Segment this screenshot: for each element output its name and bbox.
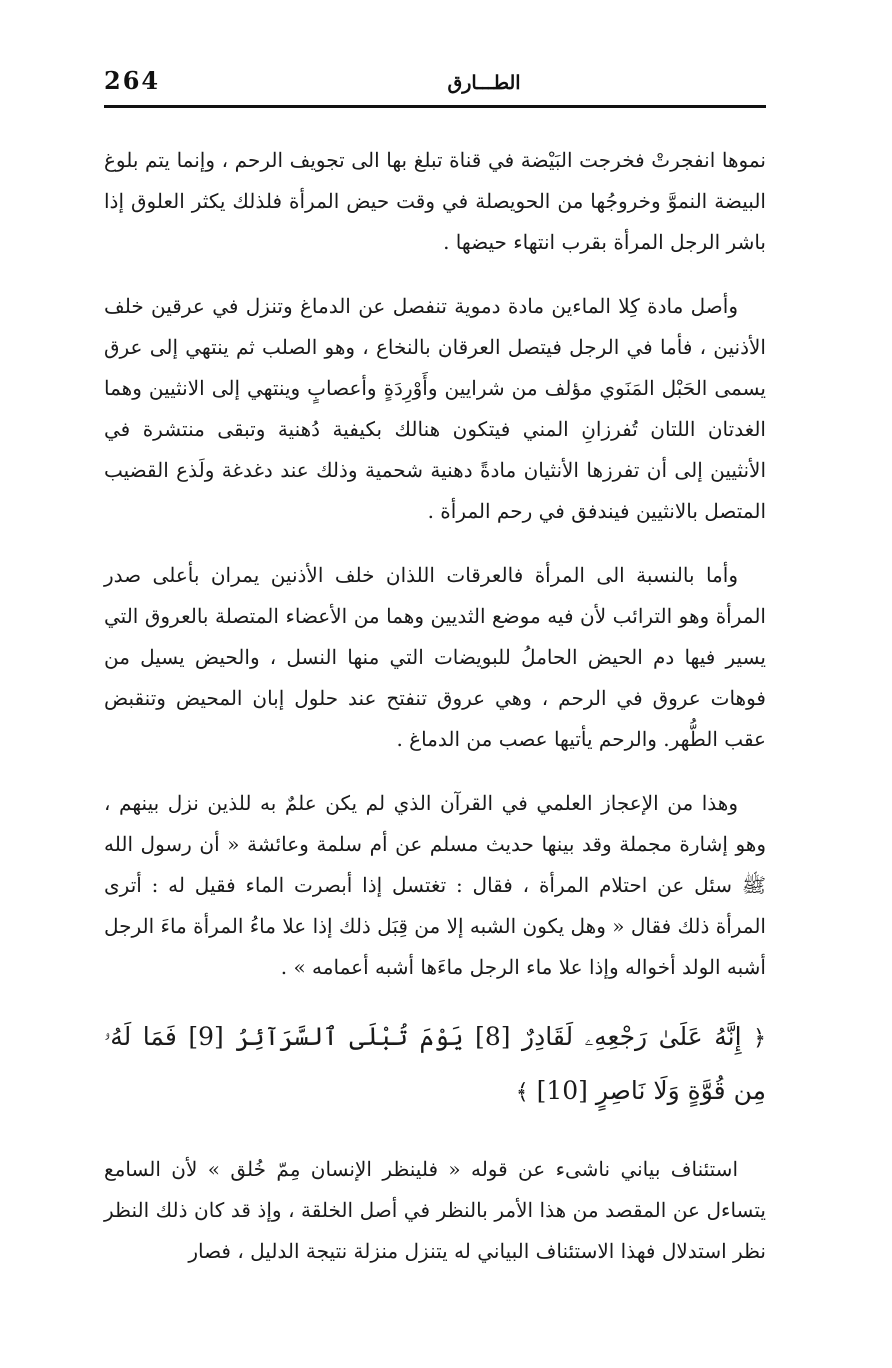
paragraph-2: وأصل مادة كِلا الماءين مادة دموية تنفصل عن الدماغ وتنزل في عرقين خلف الأذنين ، فأما في الرجل فيتصل العرقان بالنخاع ، وهو الصلب ثم ينتهي إلى عرق يسمى الحَبْل المَنَوي مؤلف من شرايين وأَوْرِدَةٍ وأعصابٍ وينتهي إلى الانثيين وهما الغدتان اللتان تُفرزانِ المني فيتكون هنالك بكيفية دُهنية وتبقى منتشرة في الأنثيين إلى أن تفرزها الأنثيان مادةً دهنية شحمية وذلك عند دغدغة ولَذع القضيب المتصل بالانثيين فيندفق في رحم المرأة .: [104, 294, 766, 523]
verse-text: إِنَّهُ عَلَىٰ رَجْعِهِۦ لَقَادِرٌ [8] يَوْمَ تُبْلَى ٱلسَّرَآئِرُ [9] فَمَا لَهُۥ مِن قُوَّةٍ وَلَا نَاصِرٍ [10]: [104, 1022, 766, 1105]
page-header: [104, 62, 766, 102]
paragraph-1: نموها انفجرتْ فخرجت البَيْضة في قناة تبلغ بها الى تجويف الرحم ، وإنما يتم بلوغ البيضة النموَّ وخروجُها من الحويصلة في وقت حيض المرأة فلذلك يكثر العلوق إذا باشر الرجل المرأة بقرب انتهاء حيضها .: [104, 148, 766, 254]
verse-open-bracket: ﴿: [753, 1026, 766, 1051]
header-rule: [104, 105, 766, 108]
paragraph-5: استئناف بياني ناشىء عن قوله « فلينظر الإنسان مِمّ خُلق » لأن السامع يتساءل عن المقصد من هذا الأمر بالنظر في أصل الخلقة ، وإذ قد كان ذلك النظر نظر استدلال فهذا الاستئناف البياني له يتنزل منزلة نتيجة الدليل ، فصار: [104, 1157, 766, 1263]
page-number: 264: [104, 66, 161, 95]
verse-close-bracket: ﴾: [515, 1080, 529, 1105]
body-text: [104, 140, 766, 1295]
paragraph-4: وهذا من الإعجاز العلمي في القرآن الذي لم يكن علمٌ به للذين نزل بينهم ، وهو إشارة مجملة وقد بينها حديث مسلم عن أم سلمة وعائشة « أن رسول الله ﷺ سئل عن احتلام المرأة ، فقال : تغتسل إذا أبصرت الماء فقيل له : أترى المرأة ذلك فقال « وهل يكون الشبه إلا من قِبَل ذلك إذا علا ماءُ المرأة ماءَ الرجل أشبه الولد أخواله وإذا علا ماء الرجل ماءَها أشبه أعمامه » .: [104, 791, 766, 979]
paragraph-3: وأما بالنسبة الى المرأة فالعرقات اللذان خلف الأذنين يمران بأعلى صدر المرأة وهو الترائب لأن فيه موضع الثديين وهما من الأعضاء المتصلة بالعروق التي يسير فيها دم الحيض الحاملُ للبويضات التي منها النسل ، والحيض يسيل من فوهات عروق في الرحم ، وهي عروق تنفتح عند حلول إبان المحيض وتنقبض عقب الطُّهر. والرحم يأتيها عصب من الدماغ .: [104, 563, 766, 751]
running-title: الطـــارق: [447, 72, 521, 94]
quran-verse: [104, 1011, 766, 1119]
